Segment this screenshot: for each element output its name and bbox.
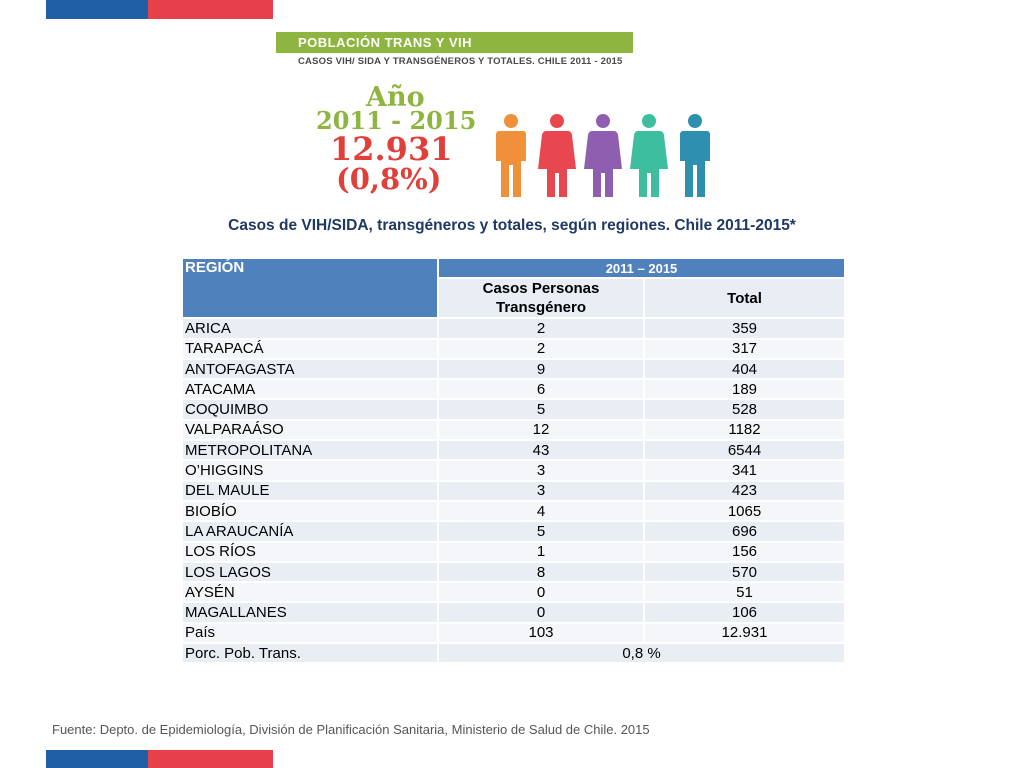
total-cases-cell: 404 [644, 359, 845, 379]
table-row [182, 582, 845, 602]
region-cell: LA ARAUCANÍA [182, 521, 438, 541]
trans-cases-cell: 5 [438, 521, 644, 541]
region-cell: TARAPACÁ [182, 339, 438, 359]
table-row [182, 420, 845, 440]
table-row [182, 602, 845, 622]
banner-subtitle: CASOS VIH/ SIDA Y TRANSGÉNEROS Y TOTALES. CHILE 2011 - 2015 [298, 56, 623, 67]
table-row [182, 399, 845, 419]
trans-cases-cell: 0 [438, 602, 644, 622]
region-cell: VALPARAÁSO [182, 420, 438, 440]
trans-cases-cell: 1 [438, 542, 644, 562]
table-row [182, 460, 845, 480]
source-note: Fuente: Depto. de Epidemiología, División de Planificación Sanitaria, Ministerio de Salud de Chile. 2015 [52, 722, 650, 737]
percent-value-cell: 0,8 % [438, 643, 845, 663]
total-cases-cell: 570 [644, 562, 845, 582]
region-cell: ANTOFAGASTA [182, 359, 438, 379]
banner-title: POBLACIÓN TRANS Y VIH [276, 32, 633, 53]
total-cases-cell: 696 [644, 521, 845, 541]
percent-row [182, 643, 845, 663]
total-cases-cell: 341 [644, 460, 845, 480]
total-cases-cell: 51 [644, 582, 845, 602]
trans-cases-cell: 3 [438, 481, 644, 501]
total-column-header: Total [644, 278, 845, 318]
table-caption: Casos de VIH/SIDA, transgéneros y totales, según regiones. Chile 2011-2015* [228, 217, 796, 234]
table-row [182, 379, 845, 399]
trans-cases-cell: 2 [438, 318, 644, 338]
trans-cases-cell: 6 [438, 379, 644, 399]
table-row [182, 562, 845, 582]
total-cases-cell: 189 [644, 379, 845, 399]
female-figure-icon [538, 114, 576, 197]
region-cell: MAGALLANES [182, 602, 438, 622]
year-label: Año [366, 82, 425, 113]
table-row [182, 501, 845, 521]
total-cases-cell: 106 [644, 602, 845, 622]
trans-cases-cell: 8 [438, 562, 644, 582]
trans-cases-cell: 12 [438, 420, 644, 440]
table-row [182, 318, 845, 338]
total-cases-cell: 156 [644, 542, 845, 562]
region-cell: DEL MAULE [182, 481, 438, 501]
region-cell: O’HIGGINS [182, 460, 438, 480]
region-cell: METROPOLITANA [182, 440, 438, 460]
trans-cases-cell: 103 [438, 623, 644, 643]
percent-label-cell: Porc. Pob. Trans. [182, 643, 438, 663]
region-cell: BIOBÍO [182, 501, 438, 521]
region-cell: COQUIMBO [182, 399, 438, 419]
trans-cases-cell: 2 [438, 339, 644, 359]
trans-cases-cell: 9 [438, 359, 644, 379]
highlight-percent: (0,8%) [336, 162, 442, 196]
region-cell: ATACAMA [182, 379, 438, 399]
female-figure-icon [630, 114, 668, 197]
flag-blue-segment [46, 0, 148, 19]
flag-stripe-bottom [46, 750, 273, 768]
table-row [182, 481, 845, 501]
trans-column-header: Casos Personas Transgénero [438, 278, 644, 318]
total-cases-cell: 12.931 [644, 623, 845, 643]
flag-red-segment [148, 0, 273, 19]
cases-table [181, 257, 846, 664]
male-figure-icon [496, 114, 526, 197]
table-row [182, 359, 845, 379]
year-range: 2011 - 2015 [316, 106, 477, 135]
total-cases-cell: 1065 [644, 501, 845, 521]
table-body [182, 318, 845, 663]
total-cases-cell: 359 [644, 318, 845, 338]
region-cell: LOS LAGOS [182, 562, 438, 582]
female-figure-icon [584, 114, 622, 197]
trans-cases-cell: 4 [438, 501, 644, 521]
table-row [182, 623, 845, 643]
trans-cases-cell: 5 [438, 399, 644, 419]
total-cases-cell: 423 [644, 481, 845, 501]
total-cases-cell: 1182 [644, 420, 845, 440]
region-cell: LOS RÍOS [182, 542, 438, 562]
trans-cases-cell: 43 [438, 440, 644, 460]
period-header: 2011 – 2015 [438, 258, 845, 278]
flag-red-segment [148, 750, 273, 768]
total-cases-cell: 6544 [644, 440, 845, 460]
table-row [182, 542, 845, 562]
trans-cases-cell: 3 [438, 460, 644, 480]
region-cell: País [182, 623, 438, 643]
region-cell: AYSÉN [182, 582, 438, 602]
people-figures [490, 113, 720, 197]
table-row [182, 440, 845, 460]
total-cases-cell: 528 [644, 399, 845, 419]
flag-stripe-top [46, 0, 273, 19]
table-row [182, 521, 845, 541]
total-cases-cell: 317 [644, 339, 845, 359]
table-row [182, 339, 845, 359]
highlight-total: 12.931 [330, 130, 453, 168]
trans-cases-cell: 0 [438, 582, 644, 602]
region-cell: ARICA [182, 318, 438, 338]
flag-blue-segment [46, 750, 148, 768]
region-column-header: REGIÓN [182, 258, 438, 318]
male-figure-icon [680, 114, 710, 197]
